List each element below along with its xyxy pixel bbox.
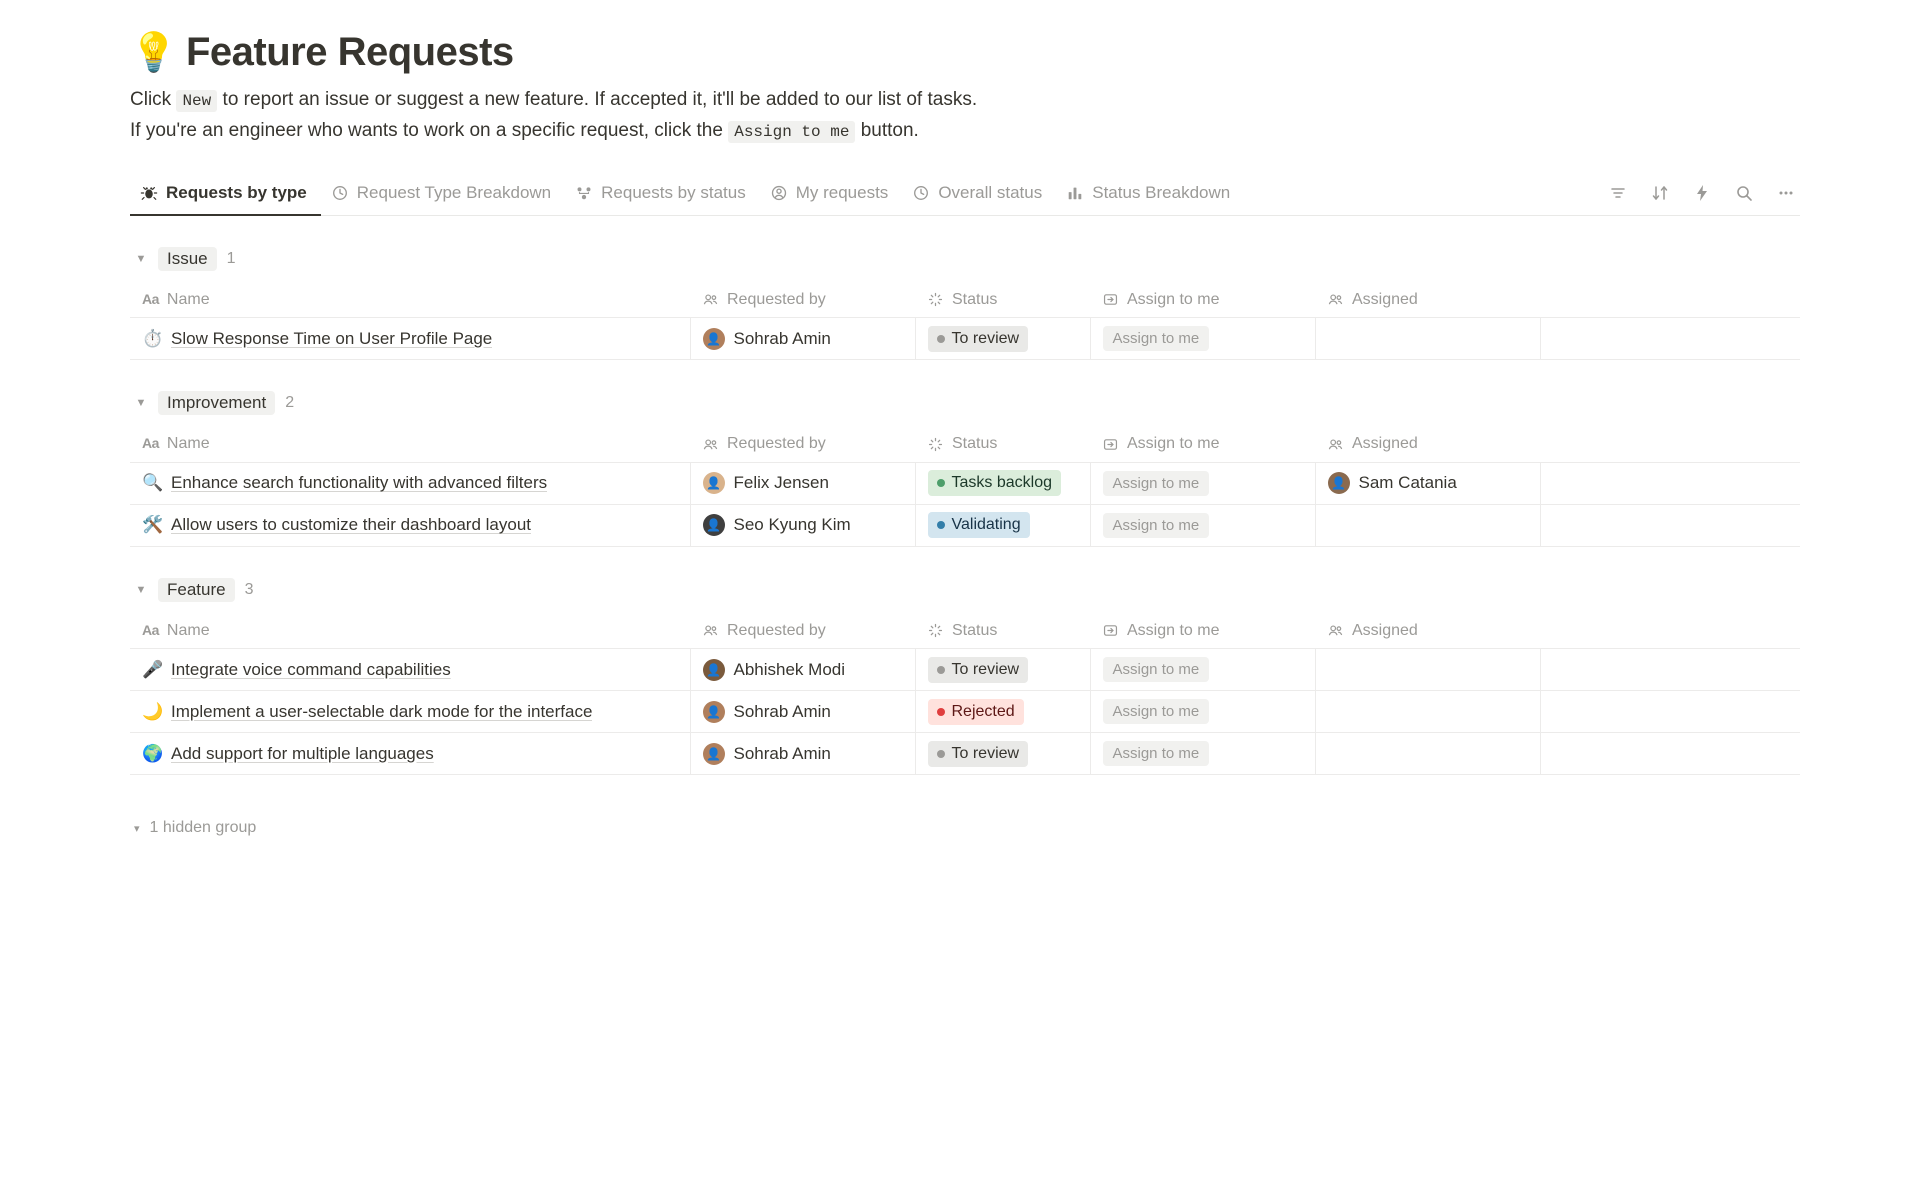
cell-status[interactable]: [915, 649, 1090, 691]
tab-label: Request Type Breakdown: [356, 182, 552, 202]
person-icon: [702, 622, 719, 639]
group-count: 2: [285, 394, 295, 412]
desc-text-2a: If you're an engineer who wants to work on a specific request, click the: [130, 120, 723, 142]
status-badge: [928, 699, 1024, 725]
tab-label: Status Breakdown: [1092, 182, 1231, 202]
group-count: 1: [226, 249, 236, 267]
clock-icon: [331, 184, 349, 202]
request-title[interactable]: Integrate voice command capabilities: [171, 659, 451, 679]
search-icon[interactable]: [1734, 183, 1754, 203]
column-label: Assign to me: [1127, 621, 1220, 639]
requester-name: Abhishek Modi: [733, 659, 846, 679]
tab-label: Requests by type: [166, 182, 307, 202]
cell-empty: [1540, 733, 1800, 775]
assign-to-me-button[interactable]: Assign to me: [1103, 657, 1210, 682]
group-feature: [130, 575, 1830, 776]
column-header-status[interactable]: [915, 282, 1090, 318]
cell-empty: [1540, 504, 1800, 546]
column-label: Assign to me: [1127, 290, 1220, 308]
avatar: 👤: [703, 328, 725, 350]
table-header-row: [130, 426, 1800, 462]
automation-bolt-icon[interactable]: [1692, 183, 1712, 203]
view-tabs: [130, 171, 1244, 215]
assigned-name: Sam Catania: [1358, 473, 1457, 493]
cell-status[interactable]: [915, 318, 1090, 360]
column-header-empty: [1540, 426, 1800, 462]
assign-to-me-button[interactable]: Assign to me: [1103, 741, 1210, 766]
status-label: To review: [951, 329, 1020, 347]
column-header-name[interactable]: [130, 282, 690, 318]
status-label: Validating: [951, 516, 1021, 534]
assign-to-me-button[interactable]: Assign to me: [1103, 471, 1210, 496]
column-header-empty: [1540, 282, 1800, 318]
button-icon: [1102, 622, 1119, 639]
cell-name[interactable]: [130, 462, 690, 504]
more-options-icon[interactable]: [1776, 183, 1796, 203]
requester-name: Sohrab Amin: [733, 701, 831, 721]
person-icon: [702, 436, 719, 453]
column-label: Name: [166, 290, 210, 308]
column-label: Assign to me: [1127, 435, 1220, 453]
text-format-icon: Aa: [142, 621, 159, 638]
tab-label: Overall status: [938, 182, 1043, 202]
status-dot-icon: [937, 750, 945, 758]
request-title[interactable]: Implement a user-selectable dark mode for the interface: [171, 701, 593, 721]
cell-assigned[interactable]: [1315, 691, 1540, 733]
group-improvement: [130, 388, 1830, 547]
person-icon: [1327, 622, 1344, 639]
cell-status[interactable]: [915, 462, 1090, 504]
table-row[interactable]: [130, 504, 1800, 546]
view-tabs-bar: [130, 172, 1800, 216]
cell-assigned[interactable]: [1315, 649, 1540, 691]
cell-assigned[interactable]: [1315, 462, 1540, 504]
group-label: Issue: [158, 247, 217, 271]
column-label: Requested by: [727, 621, 826, 639]
column-header-name[interactable]: [130, 613, 690, 649]
tab-label: Requests by status: [601, 182, 746, 202]
status-icon: [927, 622, 944, 639]
text-format-icon: Aa: [142, 290, 159, 307]
cell-status[interactable]: [915, 733, 1090, 775]
cell-name[interactable]: [130, 733, 690, 775]
cell-empty: [1540, 462, 1800, 504]
table-row[interactable]: [130, 318, 1800, 360]
cell-assigned[interactable]: [1315, 318, 1540, 360]
status-badge: [928, 326, 1029, 352]
status-label: Rejected: [951, 702, 1015, 720]
request-title[interactable]: Allow users to customize their dashboard layout: [171, 515, 532, 535]
desc-text-2b: button.: [860, 120, 919, 142]
requester-name: Seo Kyung Kim: [733, 515, 851, 535]
tab-status-breakdown[interactable]: [1056, 171, 1244, 216]
column-label: Name: [166, 435, 210, 453]
cell-name[interactable]: [130, 691, 690, 733]
collapse-caret-icon[interactable]: ▼: [135, 583, 147, 596]
tab-requests-by-type[interactable]: [130, 171, 321, 216]
cell-empty: [1540, 318, 1800, 360]
page-header: [130, 30, 1830, 75]
cell-requested-by[interactable]: [690, 318, 915, 360]
status-badge: [928, 657, 1029, 683]
row-emoji-icon: 🎤: [142, 659, 164, 679]
button-icon: [1102, 436, 1119, 453]
group-label: Feature: [158, 578, 235, 602]
collapse-caret-icon[interactable]: ▼: [135, 252, 147, 265]
column-header-requested-by[interactable]: [690, 613, 915, 649]
status-dot-icon: [937, 479, 945, 487]
column-header-status[interactable]: [915, 426, 1090, 462]
column-label: Assigned: [1352, 621, 1418, 639]
table-header-row: [130, 613, 1800, 649]
page-content: [130, 30, 1830, 837]
column-label: Status: [952, 290, 998, 308]
text-format-icon: Aa: [142, 435, 159, 452]
page-description-line-2: [130, 116, 1830, 145]
table-row[interactable]: [130, 649, 1800, 691]
cell-status[interactable]: [915, 504, 1090, 546]
column-header-assigned[interactable]: [1315, 613, 1540, 649]
request-title[interactable]: Slow Response Time on User Profile Page: [171, 328, 493, 348]
column-header-assign-to-me[interactable]: [1090, 613, 1315, 649]
chevron-down-icon: ▾: [134, 822, 140, 835]
clock-icon: [912, 184, 930, 202]
view-actions: [1608, 183, 1800, 203]
column-header-status[interactable]: [915, 613, 1090, 649]
status-dot-icon: [937, 521, 945, 529]
hidden-group-toggle[interactable]: [130, 819, 1830, 837]
cell-requested-by[interactable]: [690, 504, 915, 546]
requester-name: Sohrab Amin: [733, 328, 831, 348]
person-icon: [1327, 436, 1344, 453]
row-emoji-icon: 🛠️: [142, 515, 164, 535]
status-label: Tasks backlog: [951, 474, 1052, 492]
avatar: 👤: [703, 701, 725, 723]
column-label: Assigned: [1352, 290, 1418, 308]
status-label: To review: [951, 660, 1020, 678]
page-title: Feature Requests: [186, 30, 514, 74]
cell-assign-to-me[interactable]: [1090, 318, 1315, 360]
cell-requested-by[interactable]: [690, 691, 915, 733]
column-header-requested-by[interactable]: [690, 426, 915, 462]
groups-container: [130, 244, 1830, 776]
column-label: Status: [952, 435, 998, 453]
row-emoji-icon: ⏱️: [142, 328, 164, 348]
sort-icon[interactable]: [1650, 183, 1670, 203]
assign-to-me-button[interactable]: Assign to me: [1103, 513, 1210, 538]
collapse-caret-icon[interactable]: ▼: [135, 397, 147, 410]
column-label: Requested by: [727, 290, 826, 308]
cell-assign-to-me[interactable]: [1090, 691, 1315, 733]
status-badge: [928, 512, 1030, 538]
column-header-assigned[interactable]: [1315, 282, 1540, 318]
group-header: [130, 388, 1830, 418]
table-row[interactable]: [130, 462, 1800, 504]
row-emoji-icon: 🔍: [142, 473, 164, 493]
table-header-row: [130, 282, 1800, 318]
hidden-group-label: 1 hidden group: [149, 819, 257, 837]
column-label: Requested by: [727, 435, 826, 453]
cell-requested-by[interactable]: [690, 462, 915, 504]
cell-assign-to-me[interactable]: [1090, 733, 1315, 775]
row-emoji-icon: 🌍: [142, 743, 164, 763]
assign-to-me-button[interactable]: Assign to me: [1103, 326, 1210, 351]
request-title[interactable]: Enhance search functionality with advanced filters: [171, 473, 548, 493]
group-header: [130, 575, 1830, 605]
status-dot-icon: [937, 335, 945, 343]
cell-empty: [1540, 691, 1800, 733]
cell-assigned[interactable]: [1315, 504, 1540, 546]
column-header-assign-to-me[interactable]: [1090, 426, 1315, 462]
avatar: 👤: [703, 743, 725, 765]
status-icon: [927, 436, 944, 453]
bar-chart-icon: [1066, 184, 1084, 202]
column-header-empty: [1540, 613, 1800, 649]
person-circle-icon: [770, 184, 788, 202]
column-label: Status: [952, 621, 998, 639]
cell-assigned[interactable]: [1315, 733, 1540, 775]
requests-table: [130, 426, 1800, 547]
status-dot-icon: [937, 666, 945, 674]
group-header: [130, 244, 1830, 274]
column-header-name[interactable]: [130, 426, 690, 462]
avatar: 👤: [1328, 472, 1350, 494]
new-chip: New: [176, 90, 217, 112]
cell-assign-to-me[interactable]: [1090, 462, 1315, 504]
group-count: 3: [244, 580, 254, 598]
requests-table: [130, 282, 1800, 361]
avatar: 👤: [703, 514, 725, 536]
status-icon: [927, 291, 944, 308]
person-icon: [1327, 291, 1344, 308]
status-label: To review: [951, 744, 1020, 762]
avatar: 👤: [703, 659, 725, 681]
cell-assign-to-me[interactable]: [1090, 504, 1315, 546]
desc-text-1a: Click: [130, 89, 172, 110]
cell-requested-by[interactable]: [690, 649, 915, 691]
tab-overall-status[interactable]: [902, 171, 1056, 216]
tab-requests-by-status[interactable]: [565, 171, 760, 216]
cell-empty: [1540, 649, 1800, 691]
cell-name[interactable]: [130, 504, 690, 546]
lightbulb-icon: 💡: [130, 31, 178, 74]
table-row[interactable]: [130, 733, 1800, 775]
tab-request-type-breakdown[interactable]: [321, 171, 565, 216]
column-header-assigned[interactable]: [1315, 426, 1540, 462]
assign-to-me-button[interactable]: Assign to me: [1103, 699, 1210, 724]
column-header-assign-to-me[interactable]: [1090, 282, 1315, 318]
request-title[interactable]: Add support for multiple languages: [171, 743, 434, 763]
bug-icon: [140, 184, 158, 202]
tab-my-requests[interactable]: [760, 171, 903, 216]
status-badge: [928, 741, 1029, 767]
status-dot-icon: [937, 708, 945, 716]
cell-status[interactable]: [915, 691, 1090, 733]
assign-to-me-chip: Assign to me: [728, 121, 855, 143]
person-icon: [702, 291, 719, 308]
filter-icon[interactable]: [1608, 183, 1628, 203]
desc-text-1b: to report an issue or suggest a new feature. If accepted it, it'll be added to our list of tasks.: [222, 89, 978, 110]
button-icon: [1102, 291, 1119, 308]
page-description-line-1: [130, 85, 1830, 114]
requester-name: Felix Jensen: [733, 473, 829, 493]
column-header-requested-by[interactable]: [690, 282, 915, 318]
cell-name[interactable]: [130, 318, 690, 360]
row-emoji-icon: 🌙: [142, 701, 164, 721]
flow-icon: [575, 184, 593, 202]
table-row[interactable]: [130, 691, 1800, 733]
avatar: 👤: [703, 472, 725, 494]
requester-name: Sohrab Amin: [733, 743, 831, 763]
cell-requested-by[interactable]: [690, 733, 915, 775]
column-label: Assigned: [1352, 435, 1418, 453]
group-label: Improvement: [158, 391, 275, 415]
cell-assign-to-me[interactable]: [1090, 649, 1315, 691]
assigned-person: [1328, 472, 1530, 494]
group-issue: [130, 244, 1830, 361]
requests-table: [130, 613, 1800, 776]
column-label: Name: [166, 621, 210, 639]
status-badge: [928, 470, 1062, 496]
cell-name[interactable]: [130, 649, 690, 691]
tab-label: My requests: [795, 182, 889, 202]
